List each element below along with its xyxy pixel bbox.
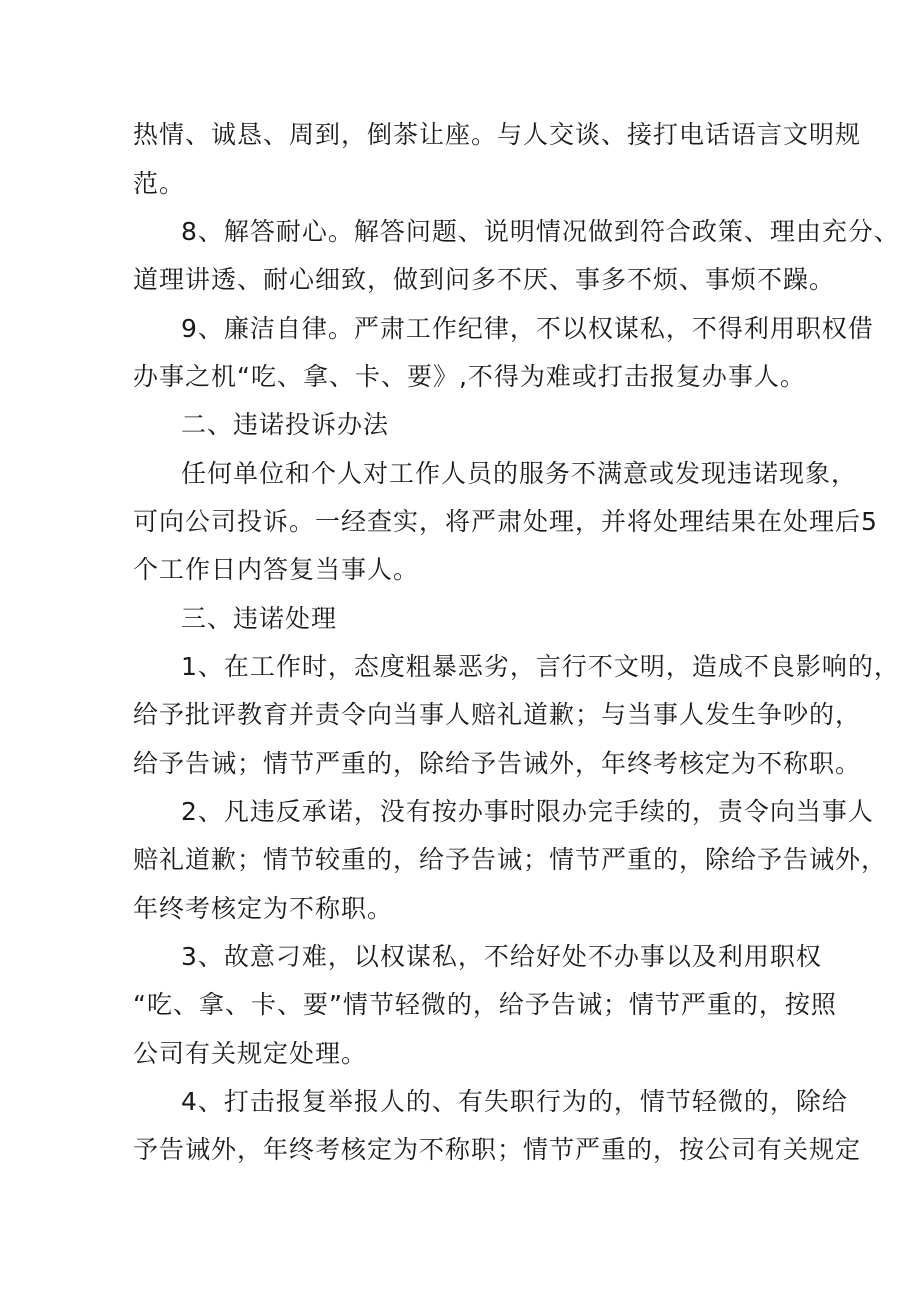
text-line: 任何单位和个人对工作人员的服务不满意或发现违诺现象， [181, 459, 858, 488]
text-line: 个工作日内答复当事人。 [133, 555, 420, 584]
text-line: 9、廉洁自律。严肃工作纪律，不以权谋私，不得利用职权借 [181, 314, 874, 343]
text-line: 3、故意刁难，以权谋私，不给好处不办事以及利用职权 [181, 942, 822, 971]
text-line: 范。 [133, 169, 186, 198]
section-heading: 二、违诺投诉办法 [181, 410, 390, 439]
text-line: 公司有关规定处理。 [133, 1039, 368, 1068]
text-line: “吃、拿、卡、要”情节轻微的，给予告诫；情节严重的，按照 [133, 990, 837, 1019]
text-line: 给予告诫；情节严重的，除给予告诫外，年终考核定为不称职。 [133, 749, 862, 778]
text-line: 给予批评教育并责令向当事人赔礼道歉；与当事人发生争吵的， [133, 700, 862, 729]
text-line: 2、凡违反承诺，没有按办事时限办完手续的，责令向当事人 [181, 797, 874, 826]
text-line: 予告诫外，年终考核定为不称职；情节严重的，按公司有关规定 [133, 1135, 862, 1164]
text-line: 办事之机“吃、拿、卡、要》,不得为难或打击报复办事人。 [133, 362, 806, 391]
text-line: 8、解答耐心。解答问题、说明情况做到符合政策、理由充分、 [181, 217, 900, 246]
text-line: 可向公司投诉。一经查实，将严肃处理，并将处理结果在处理后5 [133, 507, 878, 536]
text-line: 赔礼道歉；情节较重的，给予告诫；情节严重的，除给予告诫外， [133, 845, 888, 874]
text-line: 热情、诚恳、周到，倒茶让座。与人交谈、接打电话语言文明规 [133, 120, 862, 149]
text-line: 4、打击报复举报人的、有失职行为的，情节轻微的，除给 [181, 1087, 848, 1116]
section-heading: 三、违诺处理 [181, 604, 338, 633]
text-line: 1、在工作时，态度粗暴恶劣，言行不文明，造成不良影响的， [181, 652, 900, 681]
text-line: 道理讲透、耐心细致，做到问多不厌、事多不烦、事烦不躁。 [133, 265, 836, 294]
text-line: 年终考核定为不称职。 [133, 894, 394, 923]
